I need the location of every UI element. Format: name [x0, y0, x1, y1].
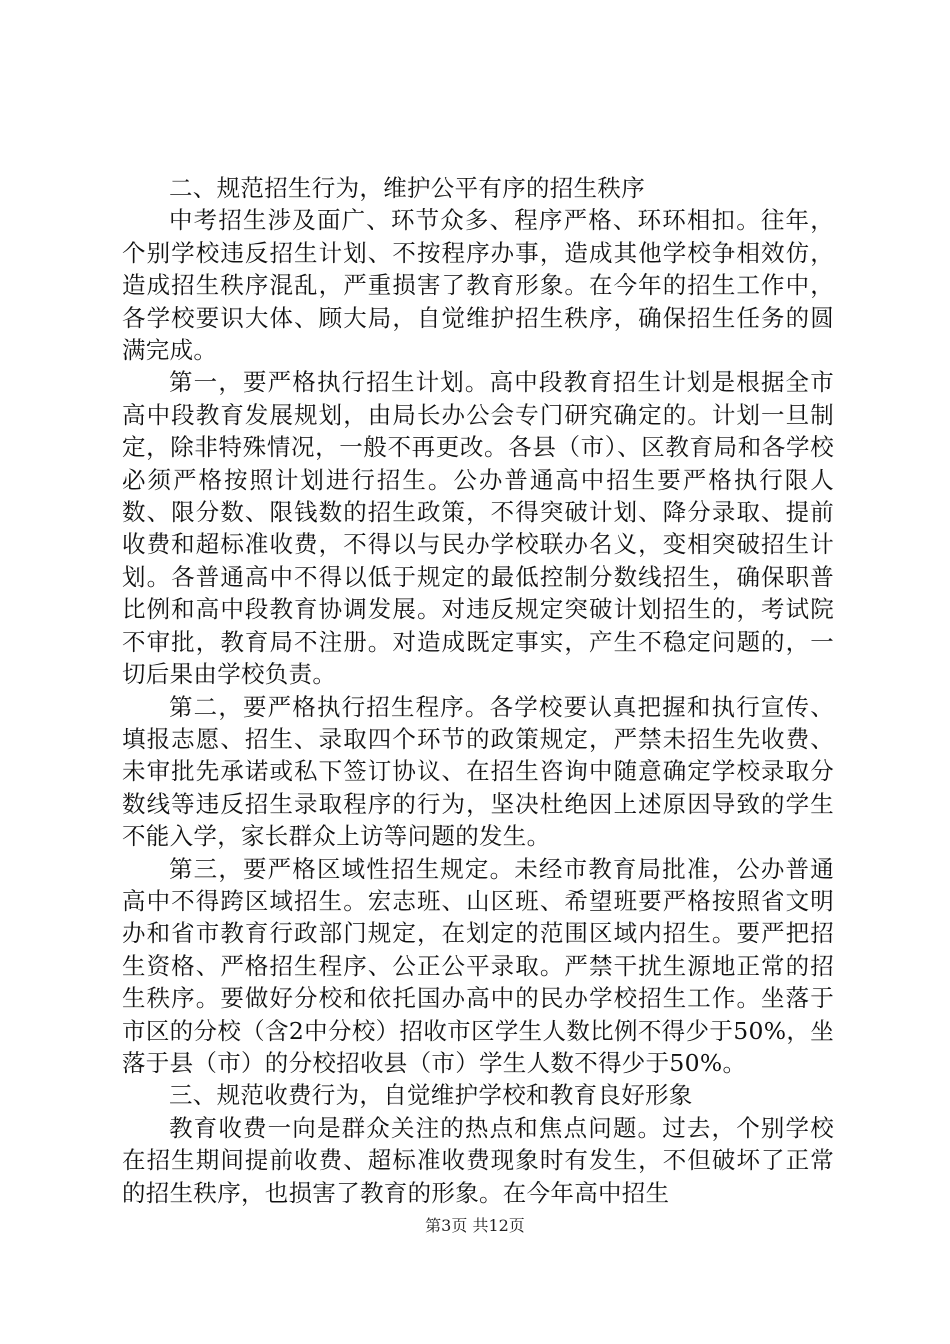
section-heading-2: 二、规范招生行为，维护公平有序的招生秩序 [169, 174, 645, 202]
paragraph: 第二，要严格执行招生程序。各学校要认真把握和执行宣传、填报志愿、招生、录取四个环节的政策规定，严禁未招生先收费、未审批先承诺或私下签订协议、在招生咨询中随意确定学校录取分数线等违反招生录取程序的行为，坚决杜绝因上述原因导致的学生不能入学，家长群众上访等问题的发生。 [122, 692, 834, 851]
section-heading-3: 三、规范收费行为，自觉维护学校和教育良好形象 [169, 1081, 693, 1110]
paragraph: 第一，要严格执行招生计划。高中段教育招生计划是根据全市高中段教育发展规划，由局长办公会专门研究确定的。计划一旦制定，除非特殊情况，一般不再更改。各县（市）、区教育局和各学校必须严格按照计划进行招生。公办普通高中招生要严格执行限人数、限分数、限钱数的招生政策，不得突破计划、降分录取、提前收费和超标准收费，不得以与民办学校联办名义，变相突破招生计划。各普通高中不得以低于规定的最低控制分数线招生，确保职普比例和高中段教育协调发展。对违反规定突破计划招生的，考试院不审批，教育局不注册。对造成既定事实，产生不稳定问题的，一切后果由学校负责。 [122, 368, 834, 689]
paragraph: 第三，要严格区域性招生规定。未经市教育局批准，公办普通高中不得跨区域招生。宏志班、山区班、希望班要严格按照省文明办和省市教育行政部门规定，在划定的范围区域内招生。要严把招生资格、严格招生程序、公正公平录取。严禁干扰生源地正常的招生秩序。要做好分校和依托国办高中的民办学校招生工作。坐落于市区的分校（含2中分校）招收市区学生人数比例不得少于50%，坐落于县（市）的分校招收县（市）学生人数不得少于50%。 [122, 854, 834, 1077]
paragraph: 教育收费一向是群众关注的热点和焦点问题。过去，个别学校在招生期间提前收费、超标准收费现象时有发生，不但破坏了正常的招生秩序，也损害了教育的形象。在今年高中招生 [122, 1113, 834, 1207]
page-number: 第3页 共12页 [425, 1216, 525, 1235]
paragraph: 中考招生涉及面广、环节众多、程序严格、环环相扣。往年，个别学校违反招生计划、不按程序办事，造成其他学校争相效仿，造成招生秩序混乱，严重损害了教育形象。在今年的招生工作中，各学校要识大体、顾大局，自觉维护招生秩序，确保招生任务的圆满完成。 [122, 206, 834, 365]
document-body [122, 172, 834, 1209]
